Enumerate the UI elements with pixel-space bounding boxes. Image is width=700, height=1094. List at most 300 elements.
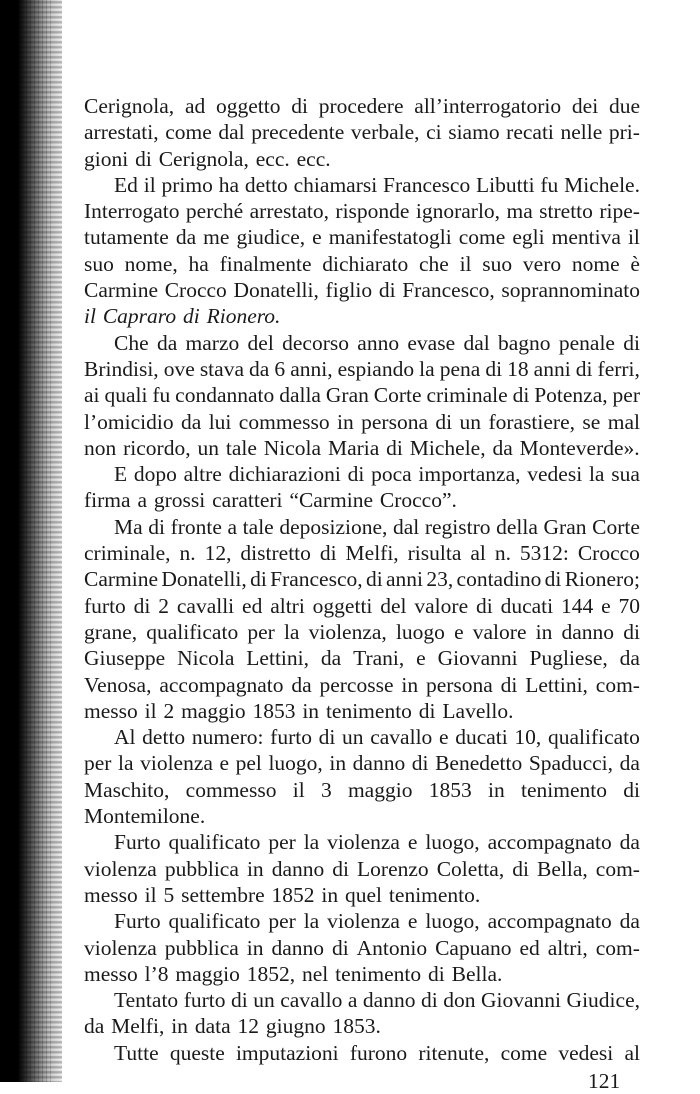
word: un: [253, 988, 275, 1013]
word: pena: [439, 356, 481, 381]
word: Venosa,: [84, 672, 152, 697]
word: Francesco,: [270, 567, 363, 592]
word: al: [624, 1040, 640, 1065]
word: messo: [84, 698, 138, 723]
word: manifestatogli: [328, 225, 452, 250]
word: tenimento: [335, 961, 422, 986]
word: 12,: [204, 541, 232, 566]
word: violenza: [84, 856, 157, 881]
text-line: [84, 645, 640, 671]
word: Giovanni: [437, 646, 518, 671]
word: Francesco: [383, 172, 471, 197]
word: se: [582, 409, 601, 434]
text-line: [84, 251, 640, 277]
text-line: [84, 382, 640, 408]
word: registro: [424, 514, 491, 539]
word: ove: [163, 356, 195, 381]
text-line: [84, 461, 640, 487]
word: valore: [414, 593, 469, 618]
word: mentiva: [551, 225, 621, 250]
word: arrestato,: [249, 199, 330, 224]
word: percosse: [319, 672, 394, 697]
word: da: [180, 409, 202, 434]
word: detto: [244, 172, 288, 197]
word: il: [143, 172, 156, 197]
word: data: [194, 1014, 231, 1039]
word: contadino: [456, 567, 542, 592]
word: di: [428, 961, 445, 986]
word: arrestati,: [84, 120, 159, 145]
text-line: [84, 198, 640, 224]
word: all’interrogatorio: [414, 94, 562, 118]
word: Trani,: [353, 646, 405, 671]
word: di: [418, 698, 436, 723]
word: per: [247, 619, 275, 644]
word: in: [171, 1014, 188, 1039]
word: dalla: [279, 383, 321, 408]
word: ha: [218, 172, 239, 197]
word: la: [118, 751, 134, 776]
word: tale: [225, 435, 257, 460]
word: evase: [407, 330, 456, 355]
word: 6: [274, 356, 286, 381]
word: non: [84, 435, 117, 460]
text-line: [84, 119, 640, 145]
word: di: [485, 356, 503, 381]
word: maggio: [175, 961, 240, 986]
word: ad: [184, 94, 206, 118]
word: e: [407, 830, 418, 855]
word: Nicola: [177, 646, 235, 671]
word: vero: [522, 251, 562, 276]
word: e: [219, 751, 230, 776]
word: altri: [270, 593, 305, 618]
word: della: [496, 514, 538, 539]
text-line: [84, 829, 640, 855]
word: valore: [472, 619, 527, 644]
word: fronte: [170, 514, 222, 539]
word: il: [459, 251, 472, 276]
word: 1853: [428, 777, 472, 802]
word: il: [144, 882, 157, 907]
text-line: [84, 987, 640, 1013]
word: violenza: [327, 909, 400, 934]
word: Monteverde».: [519, 435, 640, 460]
word: Corte: [592, 514, 640, 539]
word: danno: [561, 619, 615, 644]
word: 70: [618, 593, 640, 618]
word: di: [291, 94, 308, 118]
word: Pugliese,: [529, 646, 608, 671]
word: in: [246, 856, 264, 881]
word: sua: [611, 462, 640, 487]
word: di: [231, 988, 248, 1013]
word: Gran: [543, 514, 587, 539]
word: la: [303, 830, 320, 855]
word: Bella,: [537, 856, 588, 881]
word: altri,: [547, 935, 588, 960]
word: l’8: [144, 961, 169, 986]
word: recati: [506, 120, 554, 145]
text-line: [84, 224, 640, 250]
word: da: [619, 646, 640, 671]
word: forastiere,: [488, 409, 575, 434]
word: maggio: [181, 698, 246, 723]
word: procedere: [318, 94, 404, 118]
text-line: [84, 566, 640, 592]
word: da: [291, 672, 312, 697]
word: del: [380, 593, 407, 618]
word: commesso: [238, 409, 330, 434]
word: di: [411, 751, 429, 776]
word: 1853: [252, 698, 296, 723]
word: di: [420, 988, 438, 1013]
word: nome,: [124, 251, 178, 276]
word: da: [492, 435, 513, 460]
word: Interrogato: [84, 199, 180, 224]
word: furono: [349, 1040, 408, 1065]
word: stava: [199, 356, 244, 381]
word: pri-: [608, 120, 640, 145]
word: dal: [463, 330, 490, 355]
word: detto: [142, 725, 186, 750]
word: cavalli: [176, 593, 235, 618]
word: Furto: [114, 909, 161, 934]
word: furto: [183, 988, 226, 1013]
word: com-: [595, 856, 640, 881]
word: Al: [114, 725, 136, 750]
text-line: [84, 1013, 640, 1039]
text-line: [84, 93, 640, 119]
word: imputazioni: [235, 1040, 339, 1065]
word: di: [623, 777, 640, 802]
word: furto: [270, 725, 312, 750]
word: poca: [371, 462, 412, 487]
text-line: [84, 435, 640, 461]
word: due: [608, 94, 640, 118]
word: violenza: [140, 751, 213, 776]
word: di: [135, 146, 152, 171]
word: di: [386, 435, 403, 460]
word: il: [292, 777, 305, 802]
word: accompagnato: [159, 672, 284, 697]
word: tale: [242, 514, 274, 539]
word: Spaducci,: [528, 751, 613, 776]
word: e: [438, 725, 449, 750]
word: di: [319, 541, 337, 566]
word: ha: [188, 251, 209, 276]
text-line: [84, 330, 640, 356]
word: dichiarazioni: [228, 462, 341, 487]
word: luogo,: [268, 751, 323, 776]
word: furto: [84, 593, 126, 618]
word: di: [623, 619, 640, 644]
word: Lavello.: [442, 698, 514, 723]
word: e: [416, 646, 426, 671]
word: Giovanni: [481, 988, 562, 1013]
word: persona: [425, 672, 493, 697]
word: chiamarsi: [293, 172, 378, 197]
word: caratteri: [212, 488, 283, 513]
word: da: [84, 1014, 105, 1039]
word: me: [203, 225, 230, 250]
word: n.: [494, 541, 511, 566]
text-line: [84, 172, 640, 198]
word: qualificato: [547, 725, 640, 750]
word: Lettini,: [246, 646, 309, 671]
text-line: [84, 1040, 640, 1066]
word: siamo: [448, 120, 500, 145]
word: quel: [345, 882, 383, 907]
word: pubblica: [164, 935, 239, 960]
word: accompagnato: [487, 909, 612, 934]
word: gioni: [84, 146, 129, 171]
word: ducati: [455, 725, 508, 750]
word: pel: [235, 751, 262, 776]
word: la: [303, 909, 320, 934]
word: Brindisi,: [84, 356, 159, 381]
word: figlio: [325, 278, 373, 303]
word: Lorenzo: [357, 856, 429, 881]
word: qualificato: [168, 830, 261, 855]
word: danno: [352, 751, 406, 776]
word: stretto: [539, 199, 593, 224]
word: dei: [571, 94, 599, 118]
word: anno: [357, 330, 400, 355]
text-line: [84, 803, 640, 829]
word: e: [454, 619, 464, 644]
word: nel: [302, 961, 329, 986]
word: a: [347, 988, 358, 1013]
word: decorso: [282, 330, 349, 355]
word: un: [459, 409, 482, 434]
word: Maschito,: [84, 777, 170, 802]
word: Nicola: [263, 435, 322, 460]
word: in: [321, 882, 339, 907]
word: Michele,: [409, 435, 486, 460]
word: di: [365, 567, 383, 592]
word: da: [249, 356, 270, 381]
word: ripe-: [599, 199, 640, 224]
text-line: [84, 514, 640, 540]
word: Ma: [114, 514, 143, 539]
word: di: [133, 593, 151, 618]
word: al: [470, 541, 486, 566]
word: primo: [161, 172, 213, 197]
word: danno: [271, 935, 325, 960]
word: per: [84, 751, 112, 776]
word: di: [182, 304, 200, 329]
word: dal: [392, 514, 420, 539]
word: messo: [84, 882, 138, 907]
word: Michele.: [564, 172, 640, 197]
word: soprannominato: [501, 278, 640, 303]
word: 18: [507, 356, 529, 381]
word: Cerignola,: [84, 94, 175, 118]
word: risulta: [407, 541, 462, 566]
text-line: [84, 856, 640, 882]
word: Maria: [327, 435, 380, 460]
word: la: [283, 619, 300, 644]
word: luogo,: [425, 830, 480, 855]
word: danno: [362, 988, 416, 1013]
text-line: [84, 619, 640, 645]
word: ecc.: [296, 146, 331, 171]
word: come: [165, 120, 212, 145]
word: risponde: [335, 199, 410, 224]
word: qualificato: [168, 909, 261, 934]
word: da: [156, 330, 178, 355]
word: di: [500, 672, 518, 697]
word: ricordo,: [123, 435, 191, 460]
word: un: [342, 725, 364, 750]
word: anni: [386, 567, 424, 592]
text-line: [84, 698, 640, 724]
word: distretto: [240, 541, 311, 566]
word: nome: [571, 251, 620, 276]
word: ecc.: [255, 146, 290, 171]
word: Bella.: [451, 961, 503, 986]
word: perché: [185, 199, 244, 224]
word: precedente: [251, 120, 345, 145]
word: Francesco,: [402, 278, 495, 303]
word: n.: [179, 541, 196, 566]
text-line: [84, 908, 640, 934]
word: marzo: [185, 330, 240, 355]
word: persona: [361, 409, 428, 434]
word: Donatelli,: [161, 567, 247, 592]
word: 1852: [271, 882, 315, 907]
word: da: [175, 225, 197, 250]
word: 2: [163, 698, 175, 723]
word: altre: [183, 462, 222, 487]
word: giudice,: [236, 225, 306, 250]
word: Antonio: [356, 935, 428, 960]
word: ai: [84, 383, 100, 408]
word: oggetti: [312, 593, 373, 618]
word: suo: [482, 251, 513, 276]
word: che: [418, 251, 449, 276]
word: cavallo: [370, 725, 433, 750]
word: per: [268, 830, 296, 855]
word: dichiarato: [322, 251, 409, 276]
word: tenimento: [520, 777, 607, 802]
text-line: [84, 409, 640, 435]
word: maggio: [347, 777, 413, 802]
word: l’omicidio: [84, 409, 174, 434]
word: suo: [84, 251, 114, 276]
word: messo: [84, 961, 138, 986]
word: ci: [426, 120, 442, 145]
word: pubblica: [164, 856, 239, 881]
word: fu: [152, 383, 171, 408]
word: criminale: [426, 383, 508, 408]
word: ed: [242, 593, 263, 618]
word: ignorarlo,: [415, 199, 501, 224]
word: finalmente: [219, 251, 312, 276]
word: è: [630, 251, 640, 276]
word: Tentato: [114, 988, 179, 1013]
word: Carmine: [84, 567, 159, 592]
word: a: [227, 514, 238, 539]
text-line: [84, 277, 640, 303]
word: ma: [506, 199, 533, 224]
word: di: [318, 725, 336, 750]
word: ducati: [500, 593, 554, 618]
word: Montemilone.: [84, 804, 206, 829]
word: Donatelli,: [233, 278, 319, 303]
page-number: 121: [588, 1069, 621, 1093]
word: Rionero.: [206, 304, 281, 329]
text-line: [84, 487, 640, 513]
word: il: [627, 225, 640, 250]
word: Furto: [114, 830, 161, 855]
word: cavallo: [280, 988, 343, 1013]
word: Ed: [114, 172, 138, 197]
word: deposizione,: [279, 514, 388, 539]
word: 144: [560, 593, 594, 618]
word: Libutti: [476, 172, 535, 197]
word: com-: [595, 935, 640, 960]
word: di: [512, 856, 529, 881]
word: dal: [218, 120, 245, 145]
text-line: [84, 303, 640, 329]
word: queste: [169, 1040, 225, 1065]
word: ritenute,: [418, 1040, 490, 1065]
word: grossi: [153, 488, 206, 513]
word: ed: [519, 935, 540, 960]
word: mal: [607, 409, 640, 434]
word: di: [623, 330, 640, 355]
word: “Carmine: [289, 488, 373, 513]
word: in: [535, 619, 553, 644]
word: da: [619, 830, 640, 855]
word: e: [601, 593, 611, 618]
word: 5312:: [519, 541, 569, 566]
text-line: [84, 724, 640, 750]
word: 12: [237, 1014, 259, 1039]
word: 1853.: [332, 1014, 381, 1039]
text-line: [84, 935, 640, 961]
word: tenimento: [325, 698, 412, 723]
word: Che: [114, 330, 149, 355]
word: di: [475, 593, 493, 618]
word: il: [84, 304, 96, 329]
word: firma: [84, 488, 131, 513]
word: per: [268, 909, 296, 934]
word: bagno: [498, 330, 551, 355]
word: 10,: [514, 725, 542, 750]
word: di: [250, 567, 267, 592]
word: da: [320, 646, 342, 671]
word: Potenza,: [534, 383, 608, 408]
word: Capuano: [435, 935, 512, 960]
word: come: [458, 225, 506, 250]
word: quali: [104, 383, 148, 408]
word: giugno: [265, 1014, 326, 1039]
text-line: [84, 777, 640, 803]
word: a: [137, 488, 147, 513]
word: Crocco: [577, 541, 640, 566]
word: di: [347, 462, 365, 487]
word: Crocco”.: [379, 488, 457, 513]
text-line: [84, 593, 640, 619]
word: in: [336, 409, 354, 434]
word: Rionero;: [564, 567, 640, 592]
word: e: [407, 909, 418, 934]
word: in: [302, 698, 320, 723]
word: commesso: [185, 777, 277, 802]
